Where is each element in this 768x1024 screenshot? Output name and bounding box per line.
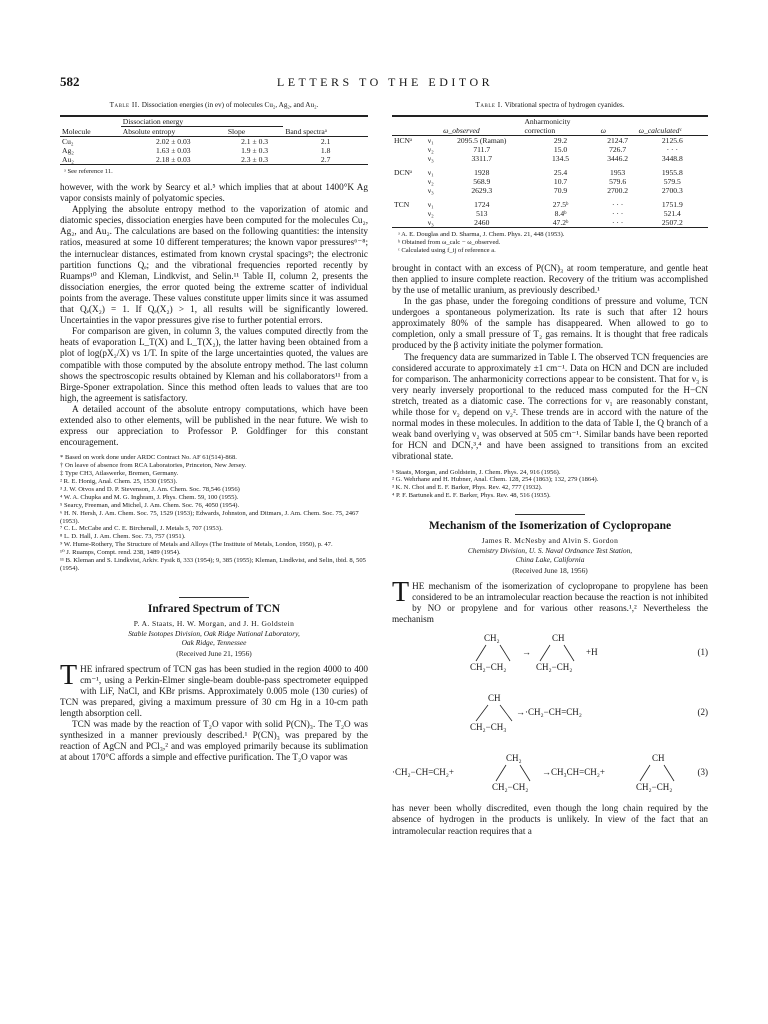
footnote: ⁸ L. D. Hall, J. Am. Chem. Soc. 73, 757 (1951). xyxy=(60,533,186,541)
footnote: ¹ Staats, Morgan, and Goldstein, J. Chem. Phys. 24, 916 (1956). xyxy=(392,468,561,476)
footnote: ‡ Type CH3, Atlaswerke, Bremen, Germany. xyxy=(60,470,179,478)
cyclo-received: (Received June 18, 1956) xyxy=(512,565,588,575)
footnote: ⁵ Searcy, Freeman, and Michel, J. Am. Chem. Soc. 76, 4050 (1954). xyxy=(60,501,240,509)
eq3-product: →CH₃CH=CH₂+ xyxy=(542,767,605,778)
table1-group-header: Anharmonicity xyxy=(524,117,571,127)
page-number: 582 xyxy=(60,74,80,89)
eq3-bottom-right: CH₂−CH₂ xyxy=(636,782,673,793)
tcn-affiliation-1: Stable Isotopes Division, Oak Ridge National Laboratory, xyxy=(128,629,300,639)
eq2-product: →·CH₂−CH=CH₂ xyxy=(516,707,582,718)
cyclo-affiliation-1: Chemistry Division, U. S. Naval Ordnance Test Station, xyxy=(467,546,633,556)
table1: Anharmonicity ω_observed correction ω ω_calculatedᶜ HCNᵃ ν₁ 2095.5 (Raman) 29.2 2124.7 2125.6 ν₂ 711.7 15.0 726.7 · · · ν₃ 3311.7 134.5 3446.2 3448.8 DCNᵃ ν₁ 1928 25.4 1953 1955.8 ν₂ 568.9 10.7 579.6 579.5 ν₃ 2629.3 70.9 2700.2 2700.3 TCN ν₁ 1724 27.5ᵇ · · · 1751.9 ν₂ 513 8.4ᵇ · · · 521.4 ν₃ 2460 47.2ᵇ · · · 2507.2 xyxy=(392,115,708,228)
tcn-affiliation-2: Oak Ridge, Tennessee xyxy=(181,637,247,647)
section-rule xyxy=(179,597,249,598)
table-row: DCNᵃ ν₁ 1928 25.4 1953 1955.8 xyxy=(394,168,683,178)
paragraph: A detailed account of the absolute entropy computations, which have been extended also to other elements, will be published in the near future. We wish to express our appreciation to Professor P. Goldfinger for this constant encouragement. xyxy=(60,403,368,448)
table-row: ν₃ 2460 47.2ᵇ · · · 2507.2 xyxy=(427,218,683,228)
eq1-top-left: CH₂ xyxy=(484,633,500,644)
tcn-received: (Received June 21, 1956) xyxy=(176,648,252,658)
eq2-top: CH xyxy=(488,693,501,704)
footnote: ⁹ W. Hume-Rothery, The Structure of Metals and Alloys (The Institute of Metals, London, 1950), p. 47. xyxy=(60,541,333,549)
table2-group-header: Dissociation energy xyxy=(121,116,284,127)
footnote: ᵃ A. E. Douglas and D. Sharma, J. Chem. Phys. 21, 448 (1953). xyxy=(398,231,565,239)
eq1-arrow: → xyxy=(522,647,531,658)
tcn-authors: P. A. Staats, H. W. Morgan, and J. H. Goldstein xyxy=(133,618,295,628)
paragraph: In the gas phase, under the foregoing conditions of pressure and volume, TCN undergoes a spontaneous polymerization. Its rate is such that after 12 hours approximately 80% of the sample has disappeared. When allowed to go to completion, only a small pressure of T₂ gas remains. It is thought that free radicals produced by the β activity initiate the polymer formation. xyxy=(392,296,708,351)
table1-footnotes xyxy=(398,231,708,255)
eq1-ring-lines-right xyxy=(534,643,584,663)
eq3-top-right: CH xyxy=(652,753,665,764)
paragraph: The frequency data are summarized in Table I. The observed TCN frequencies are considered accurate to approximately ±1 cm⁻¹. Data on HCN and DCN are included for comparison. The anharmonicity corrections appear to be consistent. That for ν₃ is very nearly inversely proportional to the reduced mass computed for the H−CN stretch, treated as a diatomic case. The corrections for ν₁ are reasonably constant, while those for ν₂ depend on ν₂². These trends are in accord with the nature of the normal modes in these molecules. In addition to the data of Table I, the Q branch of a weak band overlying ν₂ was observed at 505 cm⁻¹. Similar bands have been reported for HCN and DCN,³,⁴ and have been assigned to transitions from an excited vibrational state. xyxy=(392,351,708,462)
tcn-footnotes xyxy=(392,469,708,501)
eq3-number: (3) xyxy=(697,767,708,778)
eq3-ring-lines-mid xyxy=(490,763,540,783)
eq1-ring-lines-left xyxy=(470,643,520,663)
footnote: ³ K. N. Choi and E. F. Barker, Phys. Rev. 42, 777 (1932). xyxy=(392,484,543,492)
cyclo-affiliation-2: China Lake, California xyxy=(515,555,585,565)
paragraph: TCN was made by the reaction of T₂O vapor with solid P(CN)₃. The T₂O was synthesized in a manner previously described.¹ P(CN)₃ was prepared by the reaction of AgCN and PCl₃,² and was employed primarily because its sublimation at about 170°C affords a simple and effective purification. The T₂O vapor was xyxy=(60,719,368,763)
right-column xyxy=(392,100,708,837)
table2-footnote: ᵃ See reference 11. xyxy=(64,168,113,176)
footnote: ⁷ C. L. McCabe and C. E. Birchenall, J. Metals 5, 707 (1953). xyxy=(60,525,223,533)
eq3-reactant: ·CH₂−CH=CH₂+ xyxy=(392,767,455,778)
footnote: ᶜ Calculated using f_ij of reference a. xyxy=(398,246,496,254)
eq1-bottom-right: CH₂−CH₂ xyxy=(536,662,573,673)
paragraph: has never been wholly discredited, even though the long chain required by the absence of hydrogen in the products is unlikely. In view of the fact that an intramolecular reaction requires that a xyxy=(392,803,708,836)
table2: Dissociation energy Molecule Absolute entropy Slope Band spectraᵃ Cu₂ 2.02 ± 0.03 2.1 ± 0.3 2.1 Ag₂ 1.63 ± 0.03 1.9 ± 0.3 1.8 Au₂ 2.18 ± 0.03 2.3 ± 0.3 2.7 xyxy=(60,115,368,165)
footnote: ² G. Wehrhane and H. Hubner, Anal. Chem. 128, 254 (1863); 132, 279 (1864). xyxy=(392,476,599,484)
footnote: ¹¹ B. Kleman and S. Lindkvist, Arkiv. Fysik 8, 333 (1954); 9, 385 (1955); Kleman, Lindkvist, and Selin, ibid. 8, 505 (1954). xyxy=(60,557,366,572)
section-rule xyxy=(515,514,585,515)
footnote: ³ J. W. Otvos and D. P. Stevenson, J. Am. Chem. Soc. 78,546 (1956) xyxy=(60,485,240,493)
eq3-ring-lines-right xyxy=(634,763,684,783)
running-head: LETTERS TO THE EDITOR xyxy=(276,75,494,89)
table-row: Au₂ 2.18 ± 0.03 2.3 ± 0.3 2.7 xyxy=(62,155,331,165)
drop-cap: T xyxy=(392,577,410,608)
table-row: ν₂ 568.9 10.7 579.6 579.5 xyxy=(427,177,681,187)
tcn-article-title: Infrared Spectrum of TCN xyxy=(147,602,281,615)
eq1-number: (1) xyxy=(697,647,708,658)
paragraph: brought in contact with an excess of P(CN)₃ at room temperature, and gentle heat then applied to insure complete reaction. Recovery of the tritium was accomplished by the use of metallic uranium, as previously described.¹ xyxy=(392,262,708,295)
table-row: ν₃ 2629.3 70.9 2700.2 2700.3 xyxy=(427,186,683,196)
footnote: ¹⁰ J. Ruamps, Compt. rend. 238, 1489 (1954). xyxy=(60,549,181,557)
footnote: ᵇ Obtained from ω_calc − ω_observed. xyxy=(398,239,501,246)
footnote: ⁴ W. A. Chupka and M. G. Inghram, J. Phys. Chem. 59, 100 (1955). xyxy=(60,493,239,501)
eq2-number: (2) xyxy=(697,707,708,718)
left-footnotes xyxy=(60,454,368,573)
eq1-top-right: CH xyxy=(552,633,565,644)
left-column xyxy=(60,100,368,764)
page-header xyxy=(60,74,710,90)
table1-caption: Table I. Vibrational spectra of hydrogen cyanides. xyxy=(475,101,625,109)
eq2-bottom: CH₂−CH₃ xyxy=(470,722,507,733)
table-row: ν₂ 513 8.4ᵇ · · · 521.4 xyxy=(427,209,681,219)
paragraph: however, with the work by Searcy et al.⁵ which implies that at about 1400°K Ag vapor consists mainly of polyatomic species. xyxy=(60,182,368,204)
footnote: ² R. E. Honig, Anal. Chem. 25, 1530 (1953). xyxy=(60,477,178,485)
table2-caption: Table II. Dissociation energies (in ev) of molecules Cu₂, Ag₂, and Au₂. xyxy=(109,101,319,109)
footnote: * Based on work done under ARDC Contract No. AF 61(514)-868. xyxy=(60,454,237,462)
table-row: ν₃ 3311.7 134.5 3446.2 3448.8 xyxy=(427,154,683,164)
paragraph: For comparison are given, in column 3, the values computed directly from the heats of evaporation L_T(X) and L_T(X₂), the latter having been obtained from a plot of log(pX₂/X) vs 1/T. In spite of the large uncertainties quoted, the values are compatible with those computed by the absolute entropy method. The last column shows the spectroscopic results obtained by Kleman and his collaborators¹¹ from a Birge-Sponer extrapolation. Since this method often leads to values that are too high, the agreement is satisfactory. xyxy=(60,326,368,403)
eq3-bottom-mid: CH₂−CH₂ xyxy=(492,782,529,793)
table-row: ν₂ 711.7 15.0 726.7 · · · xyxy=(427,145,678,155)
table-row: Ag₂ 1.63 ± 0.03 1.9 ± 0.3 1.8 xyxy=(62,146,331,156)
cyclo-authors: James R. McNesby and Alvin S. Gordon xyxy=(481,536,619,546)
table-row: Cu₂ 2.02 ± 0.03 2.1 ± 0.3 2.1 xyxy=(62,137,331,147)
mechanism-equations xyxy=(392,625,708,803)
footnote: ⁶ H. N. Hersh, J. Am. Chem. Soc. 75, 1529 (1953); Edwards, Johnston, and Ditmars, J. Am. Chem. Soc. 75, 2467 (1953). xyxy=(60,509,359,525)
eq1-plus-h: +H xyxy=(586,647,598,658)
paragraph: THE mechanism of the isomerization of cyclopropane to propylene has been considered to be an intramolecular reaction because the reaction is not inhibited by NO or propylene and for various other reasons.¹,² Nevertheless the mechanism xyxy=(392,577,708,625)
drop-cap: T xyxy=(60,659,78,691)
eq3-top-mid: CH₂ xyxy=(506,753,522,764)
eq2-ring-lines xyxy=(470,703,520,723)
table-row: TCN ν₁ 1724 27.5ᵇ · · · 1751.9 xyxy=(394,200,683,210)
footnote: ⁴ P. F. Bartunek and E. F. Barker, Phys. Rev. 48, 516 (1935). xyxy=(392,492,551,500)
cyclo-article-title: Mechanism of the Isomerization of Cyclopropane xyxy=(428,520,672,533)
eq1-bottom-left: CH₂−CH₂ xyxy=(470,662,507,673)
footnote: † On leave of absence from RCA Laboratories, Princeton, New Jersey. xyxy=(60,462,247,470)
paragraph: Applying the absolute entropy method to the vaporization of atomic and diatomic species, dissociation energies have been computed for the molecules Cu₂, Ag₂, and Au₂. The calculations are based on the following quantities: the intensity ratios, measured at some 10 different temperatures; the known vapor pressures⁶⁻⁸; the internuclear distances, estimated from known crystal spacings⁹; the electronic partition functions Qₑ; and the vibrational frequencies reported recently by Ruamps¹⁰ and Kleman, Lindkvist, and Selin.¹¹ Table II, column 2, presents the dissociation energies, the error quoted being the extreme scatter of individual points from the average. These values constitute upper limits since it was assumed that Qₑ(X₂) = 1. If Qₑ(X₂) > 1, all results will be significantly lowered. Uncertainties in the vapor pressures give rise to further potential errors. xyxy=(60,204,368,326)
table-row: HCNᵃ ν₁ 2095.5 (Raman) 29.2 2124.7 2125.6 xyxy=(394,136,683,146)
paragraph: THE infrared spectrum of TCN gas has been studied in the region 4000 to 400 cm⁻¹, using a Perkin-Elmer single-beam double-pass spectrometer equipped with LiF, NaCl, and KBr prisms. Approximately 0.005 mole (130 curies) of TCN was prepared, giving a maximum pressure of 30 cm Hg in a 10-cm path length absorption cell. xyxy=(60,659,368,719)
